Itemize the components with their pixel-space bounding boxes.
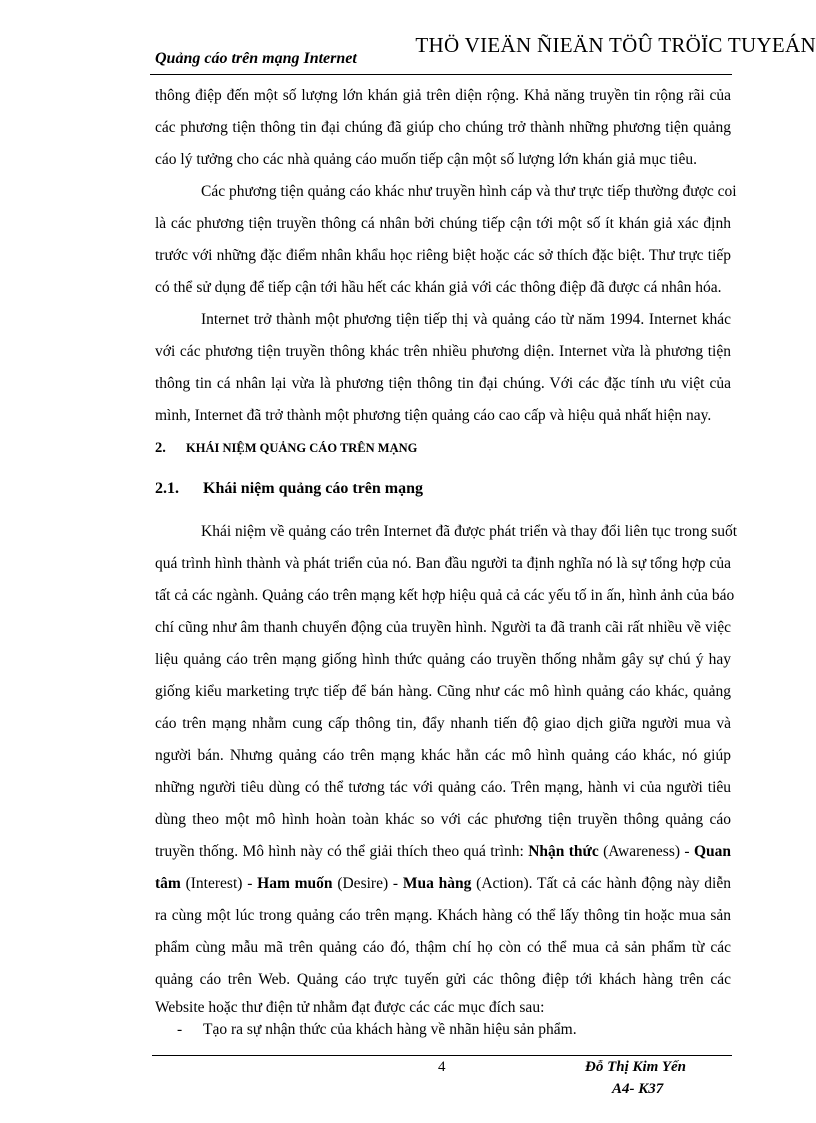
paragraph-line: trước với những đặc điểm nhân khẩu học riêng biệt hoặc các sở thích đặc biệt. Thư trực tiếp [155,247,731,264]
paragraph-line: cáo lý tưởng cho các nhà quảng cáo muốn tiếp cận một số lượng lớn khán giả mục tiêu. [155,151,697,168]
paragraph-line-aida [155,840,731,864]
bold-term: Ham muốn [257,875,333,892]
text-run: (Interest) - [180,875,258,892]
bold-term: tâm [155,875,181,892]
paragraph-line: cáo trên mạng nhằm cung cấp thông tin, đẩy nhanh tiến độ giao dịch giữa người mua và [155,715,731,732]
site-title: THÖ VIEÄN ÑIEÄN TÖÛ TRÖÏC TUYEÁN [415,33,816,57]
paragraph-line: ra cùng một lúc trong quảng cáo trên mạng. Khách hàng có thể lấy thông tin hoặc mua sản [155,907,731,924]
section-heading [155,440,417,457]
header-rule [150,74,732,75]
document-title: Quảng cáo trên mạng Internet [155,50,357,67]
paragraph-line: quảng cáo trên Web. Quảng cáo trực tuyến gửi các thông điệp tới khách hàng trên các [155,971,731,988]
author-class: A4- K37 [612,1081,664,1097]
paragraph-line: phẩm cùng mẫu mã trên quảng cáo đó, thậm chí họ còn có thể mua cả sản phẩm từ các [155,939,731,956]
section-title: KHÁI NIỆM QUẢNG CÁO TRÊN MẠNG [186,441,418,455]
subsection-number: 2.1. [155,480,179,497]
paragraph-line: Internet trở thành một phương tiện tiếp thị và quảng cáo từ năm 1994. Internet khác [201,311,731,328]
paragraph-line: dùng theo một mô hình hoàn toàn khác so với các phương tiện truyền thông quảng cáo [155,811,731,828]
paragraph-line: có thể sử dụng để tiếp cận tới hầu hết các khán giả với các thông điệp đã được cá nhân hóa. [155,279,722,296]
page-number: 4 [438,1059,446,1075]
text-run: truyền thống. Mô hình này có thể giải thích theo quá trình: [155,843,529,860]
paragraph-line: thông tin cá nhân lại vừa là phương tiện thông tin đại chúng. Với các đặc tính ưu việt của [155,375,731,392]
paragraph-line: liệu quảng cáo trên mạng giống hình thức quảng cáo truyền thống nhằm gây sự chú ý hay [155,651,731,668]
bullet-dash: - [177,1021,183,1038]
bold-term: Quan [693,843,731,860]
paragraph-line: thông điệp đến một số lượng lớn khán giả trên diện rộng. Khả năng truyền tin rộng rãi của [155,87,731,104]
paragraph-line: người bán. Nhưng quảng cáo trên mạng khác hẳn các mô hình quảng cáo khác, nó giúp [155,747,731,764]
paragraph-line: tất cả các ngành. Quảng cáo trên mạng kết hợp hiệu quả cả các yếu tố in ấn, hình ảnh của báo [155,587,735,604]
paragraph-line: Các phương tiện quảng cáo khác như truyền hình cáp và thư trực tiếp thường được coi [201,183,737,200]
bullet-text: Tạo ra sự nhận thức của khách hàng về nhãn hiệu sản phẩm. [203,1021,577,1038]
paragraph-line: là các phương tiện truyền thông cá nhân bởi chúng tiếp cận tới một số ít khán giả xác định [155,215,731,232]
subsection-title: Khái niệm quảng cáo trên mạng [203,480,424,497]
paragraph-line-aida [155,872,731,896]
paragraph-line: chí cũng như âm thanh chuyển động của truyền hình. Người ta đã tranh cãi rất nhiều về việc [155,619,731,636]
paragraph-line: Website hoặc thư điện tử nhằm đạt được các các mục đích sau: [155,999,545,1016]
paragraph-line: các phương tiện thông tin đại chúng đã giúp cho chúng trở thành những phương tiện quảng [155,119,731,136]
paragraph-line: với các phương tiện truyền thông khác trên nhiều phương diện. Internet vừa là phương tiện [155,343,731,360]
bold-term: Mua hàng [402,875,472,892]
text-run: (Desire) - [332,875,403,892]
paragraph-line: Khái niệm về quảng cáo trên Internet đã được phát triển và thay đổi liên tục trong suốt [201,523,738,540]
text-run: (Action). Tất cả các hành động này diễn [471,875,731,892]
paragraph-line: những người tiêu dùng có thể tương tác với quảng cáo. Trên mạng, hành vi của người tiêu [155,779,731,796]
author-name: Đỗ Thị Kim Yến [585,1059,686,1075]
section-number: 2. [155,440,166,456]
text-run: (Awareness) - [598,843,694,860]
paragraph-line: quá trình hình thành và phát triển của nó. Ban đầu người ta định nghĩa nó là sự tổng hợp của [155,555,731,572]
bold-term: Nhận thức [528,843,599,860]
paragraph-line: giống kiểu marketing trực tiếp để bán hàng. Cũng như các mô hình quảng cáo khác, quảng [155,683,731,700]
paragraph-line: mình, Internet đã trở thành một phương tiện quảng cáo cao cấp và hiệu quả nhất hiện nay. [155,407,712,424]
footer-rule [152,1055,732,1056]
bullet-item [177,1021,577,1039]
subsection-heading [155,480,423,498]
